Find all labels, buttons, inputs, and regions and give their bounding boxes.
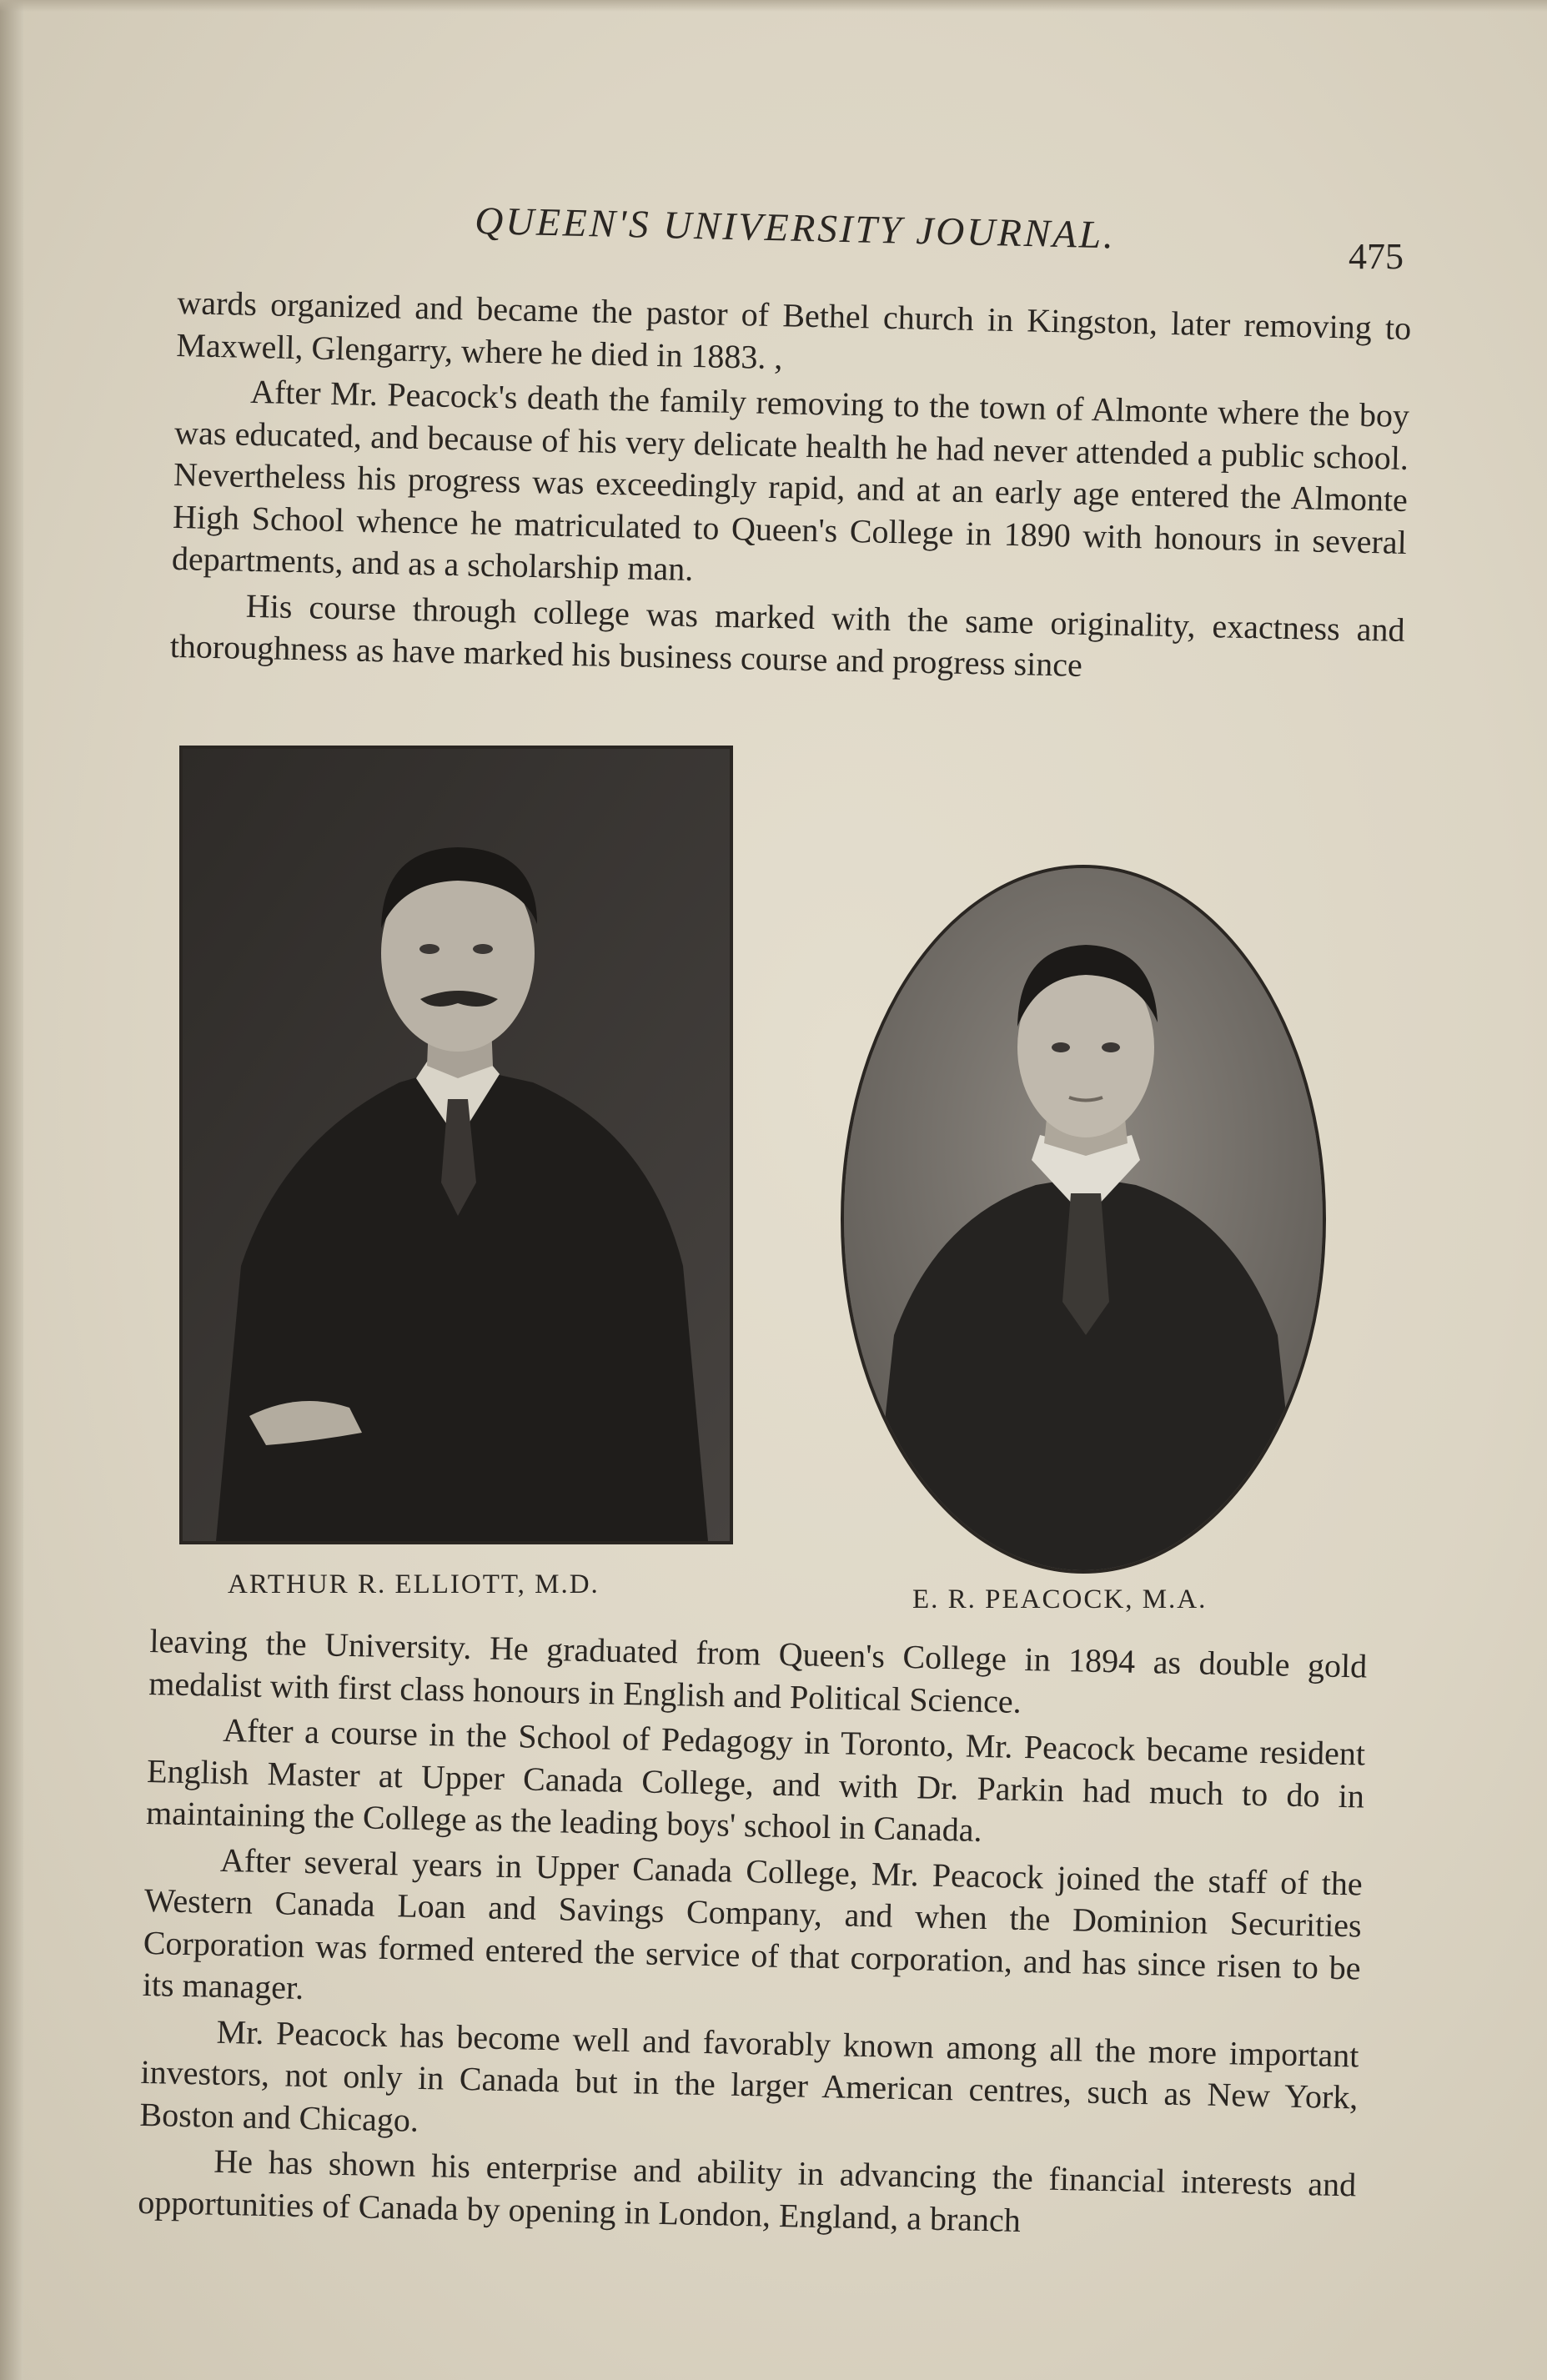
photo-caption-elliott: ARTHUR R. ELLIOTT, M.D.: [228, 1569, 600, 1599]
paragraph: wards organized and became the pastor of Bethel church in Kingston, later removing to Maxwell, Glengarry, where he died in 1883. ,: [175, 283, 1412, 376]
paragraph: He has shown his enterprise and ability in advancing the financial interests and opportunities of Canada by opening in London, England, a branch: [137, 2141, 1357, 2239]
paragraph: leaving the University. He graduated from Queen's College in 1894 as double gold medalist with first class honours in English and Political Science.: [148, 1621, 1368, 1720]
photo-caption-peacock: E. R. PEACOCK, M.A.: [912, 1584, 1208, 1614]
page-edge-top: [0, 0, 1547, 12]
page-number: 475: [1349, 236, 1404, 277]
body-text-top: [169, 282, 1411, 696]
body-text-bottom: [138, 1620, 1368, 2252]
portrait-photo-peacock: [841, 865, 1326, 1574]
paragraph: Mr. Peacock has become well and favorably known among all the more important investors, not only in Canada but in the larger American centres, such as New York, Boston and Chicago.: [139, 2012, 1359, 2139]
paragraph: After a course in the School of Pedagogy in Toronto, Mr. Peacock became resident English Master at Upper Canada College, and with Dr. Parkin had much to do in maintaining the College as the leading boys' school in Canada.: [145, 1710, 1366, 1849]
paragraph: After Mr. Peacock's death the family removing to the town of Almonte where the boy was educated, and because of his very delicate health he had never attended a public school. Nevertheless his progress was exceedingly rapid, and at an early age entered the Almonte High School whence he matriculated to Queen's College in 1890 with honours in several departments, and as a scholarship man.: [171, 372, 1410, 589]
running-head: QUEEN'S UNIVERSITY JOURNAL.: [474, 198, 1117, 258]
portrait-photo-elliott: [179, 746, 733, 1544]
paragraph: After several years in Upper Canada College, Mr. Peacock joined the staff of the Western Canada Loan and Savings Company, and when the Dominion Securities Corporation was formed entered the service of that corporation, and has since risen to be its manager.: [142, 1840, 1364, 2006]
paragraph: His course through college was marked with the same originality, exactness and thoroughness as have marked his business course and progress since: [169, 586, 1406, 684]
page-edge-left: [0, 0, 23, 2380]
